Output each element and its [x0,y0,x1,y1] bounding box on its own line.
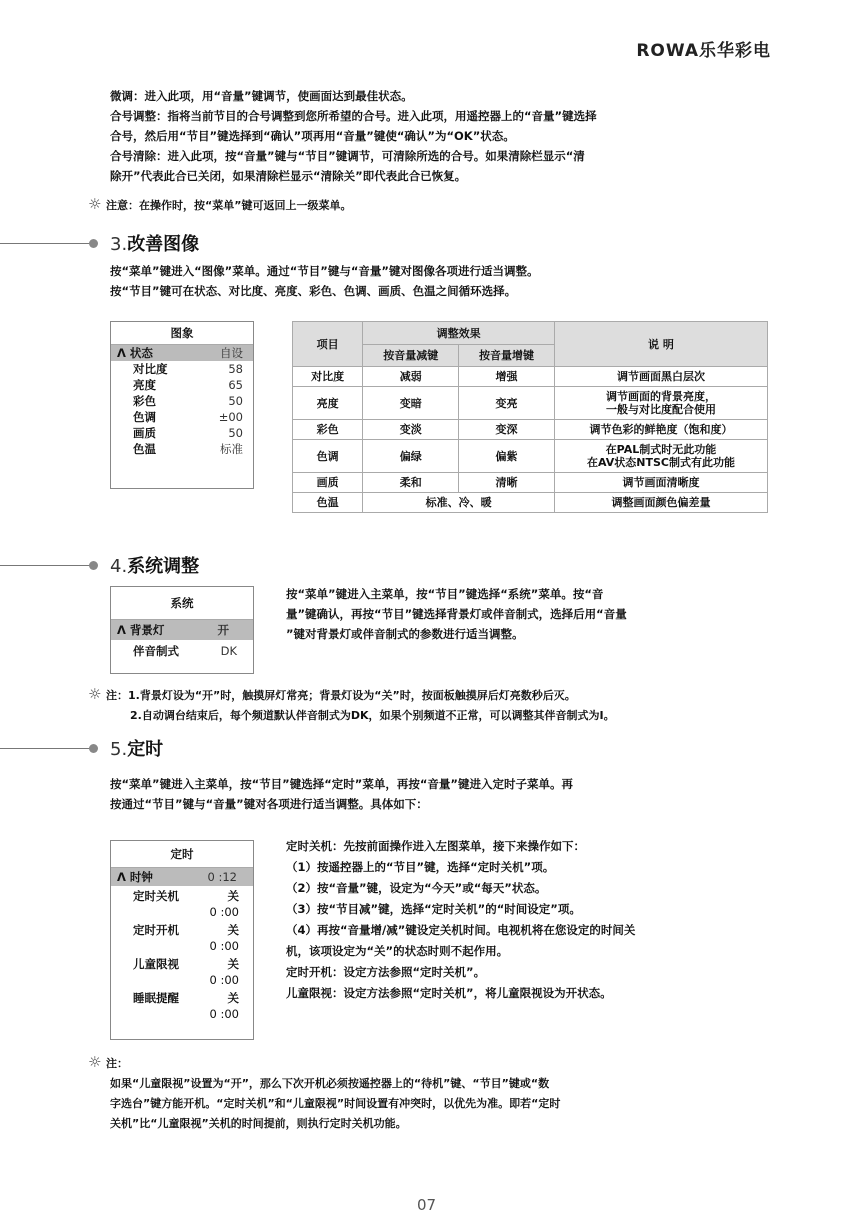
intro-paragraph [110,86,770,186]
timer-menu [110,840,254,1040]
table-row: 画质 柔和 清晰 调节画面清晰度 [293,473,768,493]
menu-title: 图象 [111,322,253,345]
menu-row: 色温 标准 [133,442,243,456]
intro-line: 微调：进入此项，用“音量”键调节，使画面达到最佳状态。 [110,89,413,103]
section-bullet [89,239,98,248]
intro-note: ☼ 注意：在操作时，按“菜单”键可返回上一级菜单。 [88,195,352,213]
menu-row: 对比度 58 [133,362,243,376]
col-desc: 说 明 [554,322,767,367]
menu-row: 画质 50 [133,426,243,440]
menu-row: 伴音制式 DK [133,644,237,658]
section-heading: 3.改善图像 [110,234,200,255]
page-number: 07 [416,1196,437,1214]
section3-text: 按“菜单”键进入“图像”菜单。通过“节目”键与“音量”键对图像各项进行适当调整。 按“节目”键可在状态、对比度、亮度、彩色、色调、画质、色温之间循环选择。 [110,264,539,298]
menu-row: 彩色 50 [133,394,243,408]
section-divider [0,243,92,244]
timer-item: 儿童限视 关 0 :00 [133,957,239,987]
section5-text: 按“菜单”键进入主菜单，按“节目”键选择“定时”菜单，再按“音量”键进入定时子菜单。再 按通过“节目”键与“音量”键对各项进行适当调整。具体如下： [110,777,573,811]
system-menu [110,586,254,674]
col-item: 项目 [293,322,363,367]
col-inc: 按音量增键 [459,344,555,367]
menu-row: 色调 ±00 [133,410,243,424]
table-row: 色调 偏绿 偏紫 在PAL制式时无此功能 在AV状态NTSC制式有此功能 [293,440,768,473]
cursor-icon: Λ [117,870,126,884]
intro-line: 合号，然后用“节目”键选择到“确认”项再用“音量”键使“确认”为“OK”状态。 [110,129,515,143]
timer-item: 睡眠提醒 关 0 :00 [133,991,239,1021]
intro-line: 合号清除：进入此项，按“音量”键与“节目”键调节，可清除所选的合号。如果清除栏显示“清 [110,149,585,163]
menu-title: 定时 [111,841,253,868]
section-heading: 5.定时 [110,739,164,760]
cursor-icon: Λ [117,623,126,637]
section-bullet [89,561,98,570]
section-divider [0,748,92,749]
section-bullet [89,744,98,753]
tip-icon: ☼ [88,1053,102,1071]
menu-row-selected: Λ 时钟 0 :12 [111,868,253,886]
col-dec: 按音量减键 [363,344,459,367]
adjustment-table [292,321,768,513]
cursor-icon: Λ [117,346,126,360]
menu-row-selected: Λ 状态 自设 [111,345,253,361]
section4-text: 按“菜单”键进入主菜单，按“节目”键选择“系统”菜单。按“音 量”键确认，再按“节目”键选择背景灯或伴音制式，选择后用“音量 ”键对背景灯或伴音制式的参数进行适当调整。 [286,587,627,641]
table-row: 彩色 变淡 变深 调节色彩的鲜艳度（饱和度） [293,420,768,440]
section5-note: ☼ 注： 如果“儿童限视”设置为“开”，那么下次开机必须按遥控器上的“待机”键、“节目”键或“数 字选台”键方能开机。“定时关机”和“儿童限视”时间设置有冲突时，以优先为准。即若“定时 关机”比“儿童限视”关机的时间提前，则执行定时关机功能。 [88,1053,561,1130]
table-row: 亮度 变暗 变亮 调节画面的背景亮度， 一般与对比度配合使用 [293,387,768,420]
col-effect: 调整效果 [363,322,555,345]
timer-item: 定时开机 关 0 :00 [133,923,239,953]
section4-note: ☼ 注：1.背景灯设为“开”时，触摸屏灯常亮；背景灯设为“关”时，按面板触摸屏后灯亮数秒后灭。 2.自动调台结束后，每个频道默认伴音制式为DK，如果个别频道不正常，可以调整其伴音制式为I。 [88,685,615,722]
table-row: 对比度 减弱 增强 调节画面黑白层次 [293,367,768,387]
section-divider [0,565,92,566]
brand-logo: ROWA乐华彩电 [636,41,771,61]
timer-item: 定时关机 关 0 :00 [133,889,239,919]
menu-row-selected: Λ 背景灯 开 [111,620,253,640]
picture-menu [110,321,254,489]
menu-row: 亮度 65 [133,378,243,392]
intro-line: 除开”代表此合已关闭，如果清除栏显示“清除关”即代表此合已恢复。 [110,169,467,183]
section5-desc: 定时关机：先按前面操作进入左图菜单，接下来操作如下： （1）按遥控器上的“节目”键，选择“定时关机”项。 （2）按“音量”键，设定为“今天”或“每天”状态。 （3）按“节目减”键，选择“定时关机”的“时间设定”项。 （4）再按“音量增/减”键设定关机时间。电视机将在您设定的时间关 机，该项设定为“关”的状态时则不起作用。 定时开机：设定方法参照“定时关机”。 儿童限视：设定方法参照“定时关机”，将儿童限视设为开状态。 [286,839,636,1000]
section-heading: 4.系统调整 [110,556,200,577]
tip-icon: ☼ [88,685,102,703]
tip-icon: ☼ [88,195,102,213]
intro-line: 合号调整：指将当前节目的合号调整到您所希望的合号。进入此项，用遥控器上的“音量”键选择 [110,109,597,123]
menu-title: 系统 [111,587,253,620]
table-row: 色温 标准、冷、暖 调整画面颜色偏差量 [293,493,768,513]
